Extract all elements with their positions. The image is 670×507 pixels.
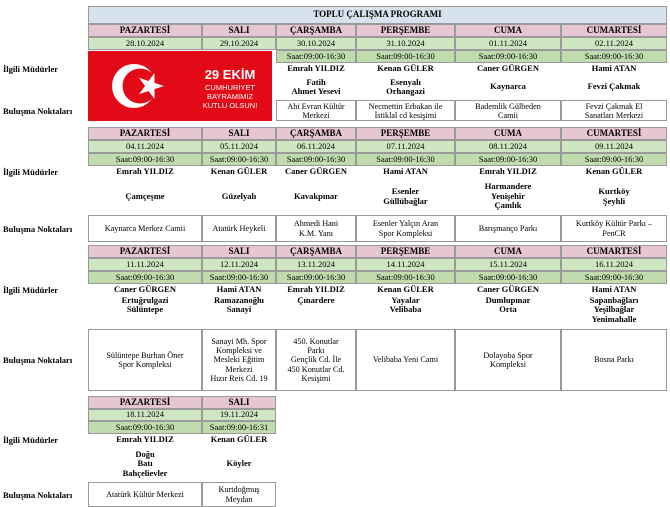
time-cell: Saat:09:00-16:30 [455, 271, 561, 284]
manager-cell: Hami ATAN [216, 284, 262, 294]
page-title: TOPLU ÇALIŞMA PROGRAMI [88, 6, 667, 24]
location-cell [561, 74, 667, 100]
meeting-cell-line: Kesişimi [301, 373, 331, 383]
date-cell: 19.11.2024 [202, 409, 276, 421]
location-cell-line: Fatih [306, 76, 326, 87]
location-cell [276, 178, 356, 215]
meeting-cell-line: K.M. Yanı [298, 228, 334, 238]
location-cell-line: Kaynarca [490, 81, 526, 92]
day-header: PAZARTESİ [88, 24, 202, 37]
location-cell-line: Harmandere [484, 181, 532, 192]
meeting-cell-line: Barışmanço Parkı [478, 223, 538, 233]
meeting-cell [356, 329, 455, 391]
republic-day-banner [88, 51, 272, 121]
day-header: SALI [202, 24, 276, 37]
date-cell: 14.11.2024 [356, 258, 455, 271]
day-header: PERŞEMBE [356, 24, 455, 37]
day-header: SALI [202, 245, 276, 258]
location-cell [202, 295, 276, 329]
date-cell: 29.10.2024 [202, 37, 276, 50]
meeting-label: Buluşma Noktaları [3, 105, 73, 116]
meeting-cell [561, 100, 667, 121]
meeting-cell-line: Velibaba Yeni Cami [372, 355, 439, 365]
manager-cell: Hami ATAN [591, 284, 637, 294]
location-cell [356, 74, 455, 100]
meeting-cell-line: 450. Konutlar [293, 337, 339, 347]
location-cell-line: Orta [499, 304, 517, 315]
manager-cell: Hami ATAN [591, 63, 637, 73]
day-header: PERŞEMBE [356, 127, 455, 140]
date-cell: 12.11.2024 [202, 258, 276, 271]
day-header: CUMA [455, 245, 561, 258]
location-cell-line: Sülüntepe [126, 304, 164, 315]
location-cell-line: Sanayi [226, 304, 252, 315]
manager-cell: Kenan GÜLER [377, 284, 434, 294]
location-cell-line: Güzelyalı [221, 190, 257, 201]
meeting-cell-line: Necmettin Erbakan ile [368, 102, 443, 111]
meeting-cell-line: Sanatları Merkezi [584, 111, 644, 121]
day-header: SALI [202, 127, 276, 140]
meeting-cell [276, 100, 356, 121]
meeting-cell-line: Hızır Reis Cd. 19 [210, 373, 268, 383]
manager-cell: Caner GÜRGEN [285, 166, 347, 177]
location-cell-line: Sapanbağları [589, 295, 639, 305]
meeting-cell [202, 215, 276, 242]
meeting-cell-line: Gençlik Cd. İle [290, 355, 342, 365]
date-cell: 18.11.2024 [88, 409, 202, 421]
location-cell [561, 178, 667, 215]
time-cell: Saat:09:00-16:30 [88, 153, 202, 166]
location-cell-line: Ertuğrulgazi [121, 295, 169, 305]
location-cell-line: Ramazanoğlu [213, 295, 265, 305]
banner-line2: CUMHURİYET [205, 83, 255, 92]
date-cell: 05.11.2024 [202, 140, 276, 153]
time-cell: Saat:09:00-16:30 [276, 271, 356, 284]
location-cell-line: Batı [137, 458, 153, 469]
meeting-cell [202, 482, 276, 507]
meeting-cell-line: Spor Kompleksi [118, 360, 172, 369]
location-cell [276, 295, 356, 329]
manager-cell: Emrah YILDIZ [116, 166, 174, 177]
meeting-cell-line: Fevzi Çakmak El [585, 102, 643, 111]
date-cell: 02.11.2024 [561, 37, 667, 50]
day-header: PERŞEMBE [356, 245, 455, 258]
location-cell-line: Bahçelievler [122, 467, 168, 478]
meeting-cell [276, 329, 356, 391]
time-cell: Saat:09:00-16:30 [455, 50, 561, 63]
location-cell [88, 446, 202, 482]
location-cell-line: Dumlupınar [485, 295, 531, 305]
day-header: ÇARŞAMBA [276, 245, 356, 258]
meeting-cell [455, 329, 561, 391]
meeting-cell-line: Sülüntepe Burhan Öner [106, 350, 184, 360]
manager-label: İlgili Müdürler [3, 435, 59, 445]
date-cell: 08.11.2024 [455, 140, 561, 153]
location-cell [202, 446, 276, 482]
manager-cell: Kenan GÜLER [210, 166, 268, 177]
location-cell-line: Yenimahalle [591, 313, 637, 324]
time-cell: Saat:09:00-16:31 [202, 421, 276, 434]
location-cell-line: Güllübağlar [383, 195, 428, 206]
meeting-cell-line: Kurtdoğmuş [218, 485, 260, 495]
location-cell [88, 295, 202, 329]
meeting-cell [202, 329, 276, 391]
location-cell-line: Yeşilbağlar [593, 304, 635, 315]
manager-cell: Emrah YILDIZ [479, 166, 537, 177]
time-cell: Saat:09:00-16:30 [202, 153, 276, 166]
manager-cell: Hami ATAN [383, 166, 428, 177]
meeting-cell [455, 215, 561, 242]
manager-cell: Caner GÜRGEN [477, 63, 539, 73]
location-cell-line: Esenyalı [390, 76, 421, 87]
meeting-cell-line: Meydan [225, 494, 253, 504]
manager-cell: Emrah YILDIZ [287, 63, 345, 73]
meeting-cell-line: PenCR [602, 228, 626, 238]
time-cell: Saat:09:00-16:30 [455, 153, 561, 166]
day-header: CUMA [455, 24, 561, 37]
date-cell: 31.10.2024 [356, 37, 455, 50]
location-cell-line: Yayalar [391, 295, 420, 305]
meeting-cell [276, 215, 356, 242]
manager-label: İlgili Müdürler [3, 284, 59, 295]
location-cell-line: Fevzi Çakmak [587, 81, 641, 92]
location-cell [202, 178, 276, 215]
meeting-cell [88, 329, 202, 391]
manager-cell: Caner GÜRGEN [477, 284, 539, 294]
manager-label: İlgili Müdürler [3, 64, 59, 74]
date-cell: 30.10.2024 [276, 37, 356, 50]
meeting-cell-line: Sanayi Mh. Spor [211, 337, 267, 347]
location-cell [356, 295, 455, 329]
location-cell-line: Esenler [391, 186, 420, 197]
location-cell [561, 295, 667, 329]
time-cell: Saat:09:00-16:30 [276, 50, 356, 63]
time-cell: Saat:09:00-16:30 [88, 271, 202, 284]
meeting-cell-line: Merkezi [302, 111, 330, 121]
time-cell: Saat:09:00-16:30 [356, 50, 455, 63]
day-header: PAZARTESİ [88, 245, 202, 258]
time-cell: Saat:09:00-16:30 [356, 271, 455, 284]
meeting-cell-line: Atatürk Kültür Merkezi [106, 489, 184, 499]
meeting-cell-line: Ahmedi Hani [293, 219, 339, 229]
meeting-cell-line: İstiklal cd kesişimi [374, 111, 437, 121]
time-cell: Saat:09:00-16:30 [276, 153, 356, 166]
manager-cell: Kenan GÜLER [210, 434, 268, 445]
day-header: SALI [202, 396, 276, 409]
meeting-cell-line: Camii [497, 111, 518, 121]
manager-cell: Kenan GÜLER [585, 166, 643, 177]
meeting-cell-line: Kaynarca Merkez Camii [104, 223, 186, 233]
meeting-cell-line: Kurtköy Kültür Parkı – [575, 219, 653, 229]
meeting-cell-line: 450 Konutlar Cd. [287, 364, 345, 374]
time-cell: Saat:09:00-16:30 [561, 271, 667, 284]
location-cell-line: Kurtköy [598, 186, 630, 197]
date-cell: 11.11.2024 [88, 258, 202, 271]
manager-cell: Kenan GÜLER [377, 63, 434, 73]
meeting-cell [88, 215, 202, 242]
meeting-cell-line: Esenler Yalçın Aran [372, 219, 439, 229]
date-cell: 07.11.2024 [356, 140, 455, 153]
date-cell: 15.11.2024 [455, 258, 561, 271]
meeting-cell-line: Kompleksi ve [216, 346, 262, 356]
meeting-label: Buluşma Noktaları [3, 489, 73, 500]
meeting-cell-line: Atatürk Heykeli [212, 223, 266, 233]
meeting-cell-line: Spor Kompleksi [378, 228, 433, 238]
meeting-cell [455, 100, 561, 121]
meeting-label: Buluşma Noktaları [3, 355, 73, 365]
location-cell-line: Kavakpınar [294, 190, 338, 201]
time-cell: Saat:09:00-16:30 [88, 421, 202, 434]
location-cell-line: Köyler [226, 458, 252, 469]
location-cell-line: Şeyhli [602, 195, 626, 206]
meeting-cell-line: Bosna Parkı [594, 355, 634, 365]
location-cell [276, 74, 356, 100]
meeting-cell-line: Merkezi [225, 364, 253, 374]
meeting-cell-line: Parkı [307, 346, 325, 356]
date-cell: 06.11.2024 [276, 140, 356, 153]
location-cell [455, 295, 561, 329]
date-cell: 13.11.2024 [276, 258, 356, 271]
date-cell: 01.11.2024 [455, 37, 561, 50]
meeting-cell-line: Kompleksi [490, 360, 526, 369]
location-cell-line: Doğu [135, 448, 155, 459]
meeting-cell [356, 100, 455, 121]
meeting-cell-line: Dolayoba Spor [483, 350, 533, 360]
turkish-flag-icon [88, 51, 272, 121]
time-cell: Saat:09:00-16:30 [356, 153, 455, 166]
location-cell [356, 178, 455, 215]
location-cell [455, 178, 561, 215]
banner-line1: 29 EKİM [204, 67, 256, 82]
day-header: ÇARŞAMBA [276, 127, 356, 140]
day-header: CUMARTESİ [561, 24, 667, 37]
meeting-cell-line: Bademlik Gülbeden [475, 102, 541, 111]
manager-cell: Caner GÜRGEN [114, 284, 176, 294]
meeting-cell [561, 215, 667, 242]
date-cell: 04.11.2024 [88, 140, 202, 153]
date-cell: 28.10.2024 [88, 37, 202, 50]
location-cell-line: Velibaba [389, 304, 422, 315]
date-cell: 16.11.2024 [561, 258, 667, 271]
location-cell-line: Yenişehir [491, 190, 525, 201]
banner-line4: KUTLU OLSUN! [202, 101, 258, 110]
manager-cell: Emrah YILDIZ [116, 434, 174, 445]
location-cell-line: Çınardere [297, 295, 335, 305]
time-cell: Saat:09:00-16:30 [561, 50, 667, 63]
day-header: CUMARTESİ [561, 245, 667, 258]
location-cell [88, 178, 202, 215]
meeting-cell-line: Ahi Evran Kültür [287, 102, 345, 111]
date-cell: 09.11.2024 [561, 140, 667, 153]
meeting-label: Buluşma Noktaları [3, 223, 73, 234]
meeting-cell [561, 329, 667, 391]
time-cell: Saat:09:00-16:30 [561, 153, 667, 166]
manager-label: İlgili Müdürler [3, 167, 59, 177]
meeting-cell-line: Mesleki Eğitim [213, 355, 265, 365]
day-header: PAZARTESİ [88, 396, 202, 409]
day-header: CUMA [455, 127, 561, 140]
day-header: ÇARŞAMBA [276, 24, 356, 37]
manager-cell: Emrah YILDIZ [287, 284, 345, 294]
location-cell-line: Orhangazi [386, 86, 425, 96]
day-header: CUMARTESİ [561, 127, 667, 140]
location-cell [455, 74, 561, 100]
meeting-cell [356, 215, 455, 242]
location-cell-line: Çamlık [494, 200, 522, 211]
meeting-cell [88, 482, 202, 507]
day-header: PAZARTESİ [88, 127, 202, 140]
time-cell: Saat:09:00-16:30 [202, 271, 276, 284]
banner-line3: BAYRAMIMIZ [206, 92, 254, 101]
location-cell-line: Ahmet Yesevi [291, 86, 341, 96]
location-cell-line: Çamçeşme [125, 190, 165, 201]
